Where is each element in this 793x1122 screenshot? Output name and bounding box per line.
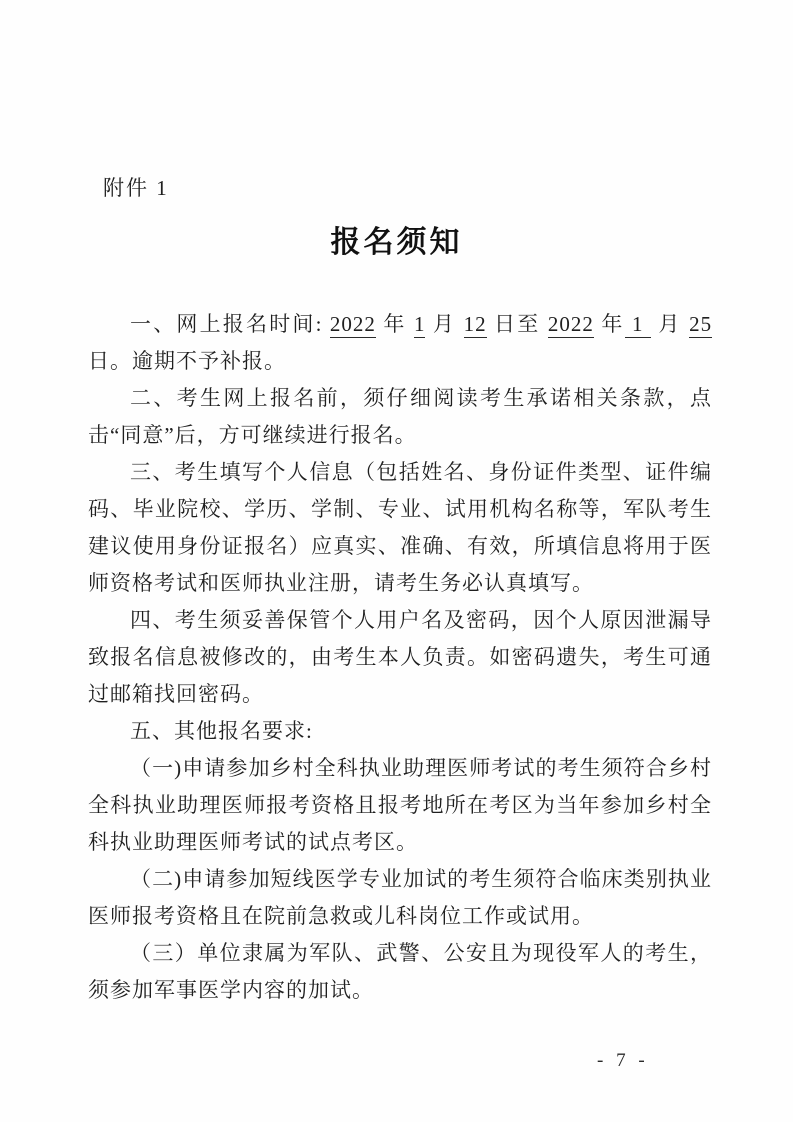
page-number: - 7 -	[597, 1050, 649, 1071]
attachment-label: 附件 1	[103, 176, 169, 200]
paragraph-personal-info: 三、考生填写个人信息（包括姓名、身份证件类型、证件编码、毕业院校、学历、学制、专业、试用机构名称等，军队考生建议使用身份证报名）应真实、准确、有效，所填信息将用于医师资格考试和医师执业注册，请考生务必认真填写。	[88, 460, 712, 595]
start-year-value: 2022	[329, 312, 376, 336]
document-body	[88, 306, 712, 1009]
start-month-value: 1	[413, 312, 426, 336]
p1-tail: 日。逾期不予补报。	[88, 349, 286, 373]
document-title: 报名须知	[330, 226, 463, 259]
p1-year-unit-2: 年	[593, 312, 625, 336]
p1-month-unit-1: 月	[425, 312, 464, 336]
start-day-value: 12	[463, 312, 487, 336]
p1-until-text: 日至	[486, 312, 548, 336]
end-month-value: 1	[624, 312, 651, 336]
paragraph-registration-time	[88, 306, 712, 380]
paragraph-other-requirements-heading: 五、其他报名要求:	[130, 719, 313, 743]
paragraph-password-safety: 四、考生须妥善保管个人用户名及密码，因个人原因泄漏导致报名信息被修改的，由考生本人负责。如密码遗失，考生可通过邮箱找回密码。	[88, 608, 712, 706]
end-year-value: 2022	[547, 312, 594, 336]
paragraph-read-commitment: 二、考生网上报名前，须仔细阅读考生承诺相关条款，点击“同意”后，方可继续进行报名。	[88, 386, 712, 447]
paragraph-military-medical-test: （三）单位隶属为军队、武警、公安且为现役军人的考生，须参加军事医学内容的加试。	[88, 941, 712, 1002]
end-day-value: 25	[689, 312, 713, 336]
p1-month-unit-2: 月	[650, 312, 690, 336]
p1-year-unit-1: 年	[375, 312, 414, 336]
paragraph-rural-assistant-doctor: （一)申请参加乡村全科执业助理医师考试的考生须符合乡村全科执业助理医师报考资格且报考地所在考区为当年参加乡村全科执业助理医师考试的试点考区。	[88, 756, 712, 854]
paragraph-short-line-medical-test: （二)申请参加短线医学专业加试的考生须符合临床类别执业医师报考资格且在院前急救或儿科岗位工作或试用。	[88, 867, 712, 928]
p1-lead: 一、网上报名时间:	[130, 312, 330, 336]
